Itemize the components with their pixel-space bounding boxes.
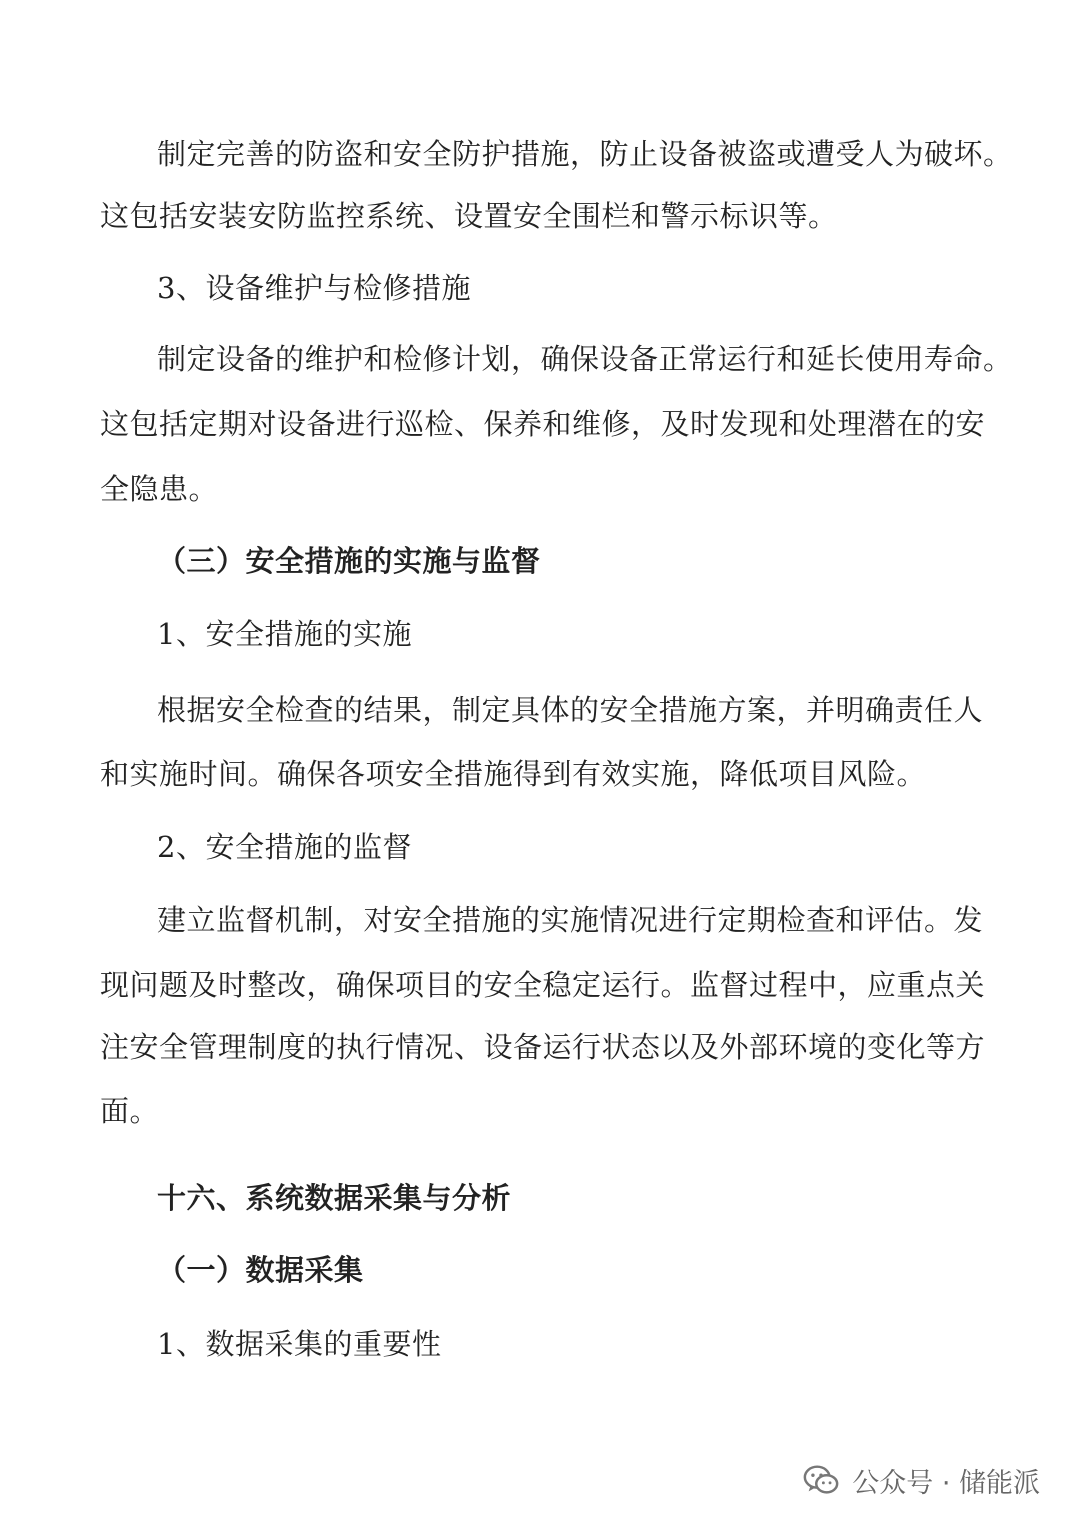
subheading-2: 2、安全措施的监督	[157, 830, 412, 864]
paragraph-line: 根据安全检查的结果，制定具体的安全措施方案，并明确责任人	[157, 693, 984, 727]
paragraph-line: 这包括安装安防监控系统、设置安全围栏和警示标识等。	[100, 199, 838, 233]
paragraph-line: 现问题及时整改，确保项目的安全稳定运行。监督过程中，应重点关	[100, 968, 986, 1002]
subheading-1: 1、安全措施的实施	[157, 617, 412, 651]
paragraph-line: 注安全管理制度的执行情况、设备运行状态以及外部环境的变化等方	[100, 1030, 986, 1064]
watermark-text: 公众号 · 储能派	[852, 1467, 1040, 1499]
paragraph-line: 制定设备的维护和检修计划，确保设备正常运行和延长使用寿命。	[157, 342, 1013, 376]
paragraph-line: 和实施时间。确保各项安全措施得到有效实施，降低项目风险。	[100, 757, 927, 791]
wechat-icon	[802, 1461, 840, 1499]
paragraph-line: 全隐患。	[100, 472, 219, 506]
subheading-3: 3、设备维护与检修措施	[157, 271, 471, 305]
section-heading: （三）安全措施的实施与监督	[157, 544, 541, 578]
paragraph-line: 这包括定期对设备进行巡检、保养和维修，及时发现和处理潜在的安	[100, 407, 986, 441]
paragraph-line: 建立监督机制，对安全措施的实施情况进行定期检查和评估。发	[157, 903, 984, 937]
section-heading: （一）数据采集	[157, 1253, 364, 1287]
paragraph-line: 制定完善的防盗和安全防护措施，防止设备被盗或遭受人为破坏。	[157, 137, 1013, 171]
chapter-heading: 十六、系统数据采集与分析	[157, 1181, 512, 1215]
paragraph-line: 面。	[100, 1094, 160, 1128]
watermark	[802, 1460, 1040, 1500]
subheading-1: 1、数据采集的重要性	[157, 1327, 442, 1361]
